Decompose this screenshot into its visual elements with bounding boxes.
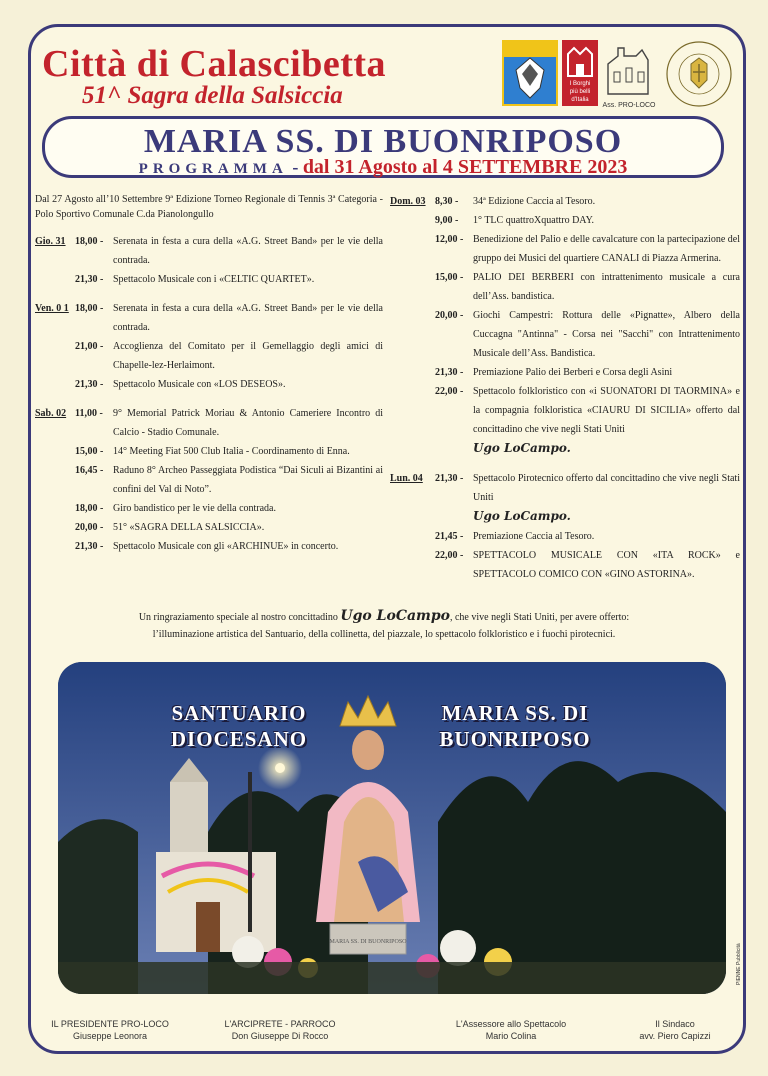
sagra-subtitle: 51^ Sagra della Salsiccia (82, 82, 343, 109)
statue-plaque: MARIA SS. DI BUONRIPOSO (329, 939, 407, 945)
day-label: Ven. 0 1 (35, 303, 69, 314)
program-event (435, 363, 740, 382)
program-event (435, 527, 740, 546)
thanks-note (60, 608, 708, 643)
sanctuary-photo (58, 662, 726, 994)
proloco-logo-icon (602, 40, 656, 110)
festival-dates: dal 31 Agosto al 4 SETTEMBRE 2023 (302, 156, 628, 178)
footer-role-4: Il Sindaco (655, 1019, 695, 1029)
event-description: Serenata in festa a cura della «A.G. Street Band» per le vie della contrada. (113, 236, 383, 266)
footer-role-3: L'Assessore allo Spettacolo (455, 1019, 567, 1029)
event-description: Premiazione Caccia al Tesoro. (473, 531, 595, 542)
event-description: PALIO DEI BERBERI con intrattenimento musicale a cura dell’Ass. bandistica. (473, 272, 740, 302)
event-time: 22,00 - (435, 386, 464, 397)
footer-sign-2 (210, 1018, 350, 1042)
logos-strip (502, 38, 738, 110)
event-description: Spettacolo folkloristico con «i SUONATORI DI TAORMINA» e la compagnia folkloristica «CIAURU DI SICILIA» offerto dal concittadino che vive negli Stati Uniti (473, 386, 740, 435)
program-event (75, 232, 383, 270)
event-description-wrap (113, 442, 383, 461)
program-day (35, 299, 383, 394)
event-description-wrap (113, 518, 383, 537)
event-description: Spettacolo Musicale con i «CELTIC QUARTET». (113, 274, 315, 285)
borghi-line2: più belli (569, 89, 591, 95)
footer-sign-1 (40, 1018, 180, 1042)
program-event (75, 442, 383, 461)
borghi-logo-icon (562, 40, 598, 106)
program-event (435, 211, 740, 230)
event-description: 1° TLC quattroXquattro DAY. (473, 215, 595, 226)
program-event (75, 461, 383, 499)
event-description: 34ª Edizione Caccia al Tesoro. (473, 196, 596, 207)
program-event (75, 499, 383, 518)
thanks-after: , che vive negli Stati Uniti, per avere offerto: (449, 612, 630, 623)
event-description-wrap (473, 546, 740, 584)
event-description: Giro bandistico per le vie della contrada. (113, 503, 276, 514)
program-day (390, 469, 740, 584)
photo-maria-line2: BUONRIPOSO (439, 727, 591, 751)
event-description-wrap (113, 337, 383, 375)
event-time: 21,30 - (75, 541, 104, 552)
footer-name-4: avv. Piero Capizzi (639, 1031, 711, 1041)
program-event (75, 404, 383, 442)
borghi-line1: I Borghi (569, 81, 591, 87)
program-day (35, 404, 383, 556)
day-label: Sab. 02 (35, 408, 67, 419)
event-description: Serenata in festa a cura della «A.G. Street Band» per le vie della contrada. (113, 303, 383, 333)
footer-name-2: Don Giuseppe Di Rocco (231, 1031, 329, 1041)
event-description-wrap (113, 461, 383, 499)
event-time: 21,00 - (75, 341, 104, 352)
city-title: Città di Calascibetta (42, 43, 387, 85)
day-label: Lun. 04 (390, 473, 423, 484)
photo-maria-line1: MARIA SS. DI (441, 701, 589, 725)
event-time: 21,30 - (435, 473, 464, 484)
programma-label: PROGRAMMA (138, 161, 288, 177)
program-day (35, 232, 383, 289)
footer-sign-3 (436, 1018, 586, 1042)
event-description-wrap (113, 270, 383, 289)
event-description-wrap (473, 469, 740, 527)
event-description: Spettacolo Musicale con «LOS DESEOS». (113, 379, 286, 390)
program-dates (45, 156, 721, 179)
event-time: 21,45 - (435, 531, 464, 542)
event-time: 20,00 - (435, 310, 464, 321)
event-time: 11,00 - (75, 408, 103, 419)
event-time: 15,00 - (435, 272, 464, 283)
day-label: Gio. 31 (35, 236, 66, 247)
program-event (435, 469, 740, 527)
event-description: Spettacolo Musicale con gli «ARCHINUE» in concerto. (113, 541, 339, 552)
footer-name-3: Mario Colina (485, 1031, 537, 1041)
event-description-wrap (473, 268, 740, 306)
event-description: 51° «SAGRA DELLA SALSICCIA». (113, 522, 265, 533)
event-description-wrap (113, 375, 383, 394)
event-time: 16,45 - (75, 465, 104, 476)
proloco-label: Ass. PRO-LOCO (602, 102, 656, 109)
event-time: 20,00 - (75, 522, 104, 533)
photo-santuario-line2: DIOCESANO (170, 727, 308, 751)
event-description: Benedizione del Palio e delle cavalcature con la partecipazione del gruppo dei Musici del quartiere CANALI di Piazza Armerina. (473, 234, 740, 264)
event-description-wrap (473, 211, 740, 230)
event-description: Raduno 8° Archeo Passeggiata Podistica “Dai Siculi ai Bizantini ai confini del Val di Noto”. (113, 465, 383, 495)
city-crest-icon (502, 40, 558, 106)
program-event (75, 270, 383, 289)
thanks-line2: l’illuminazione artistica del Santuario, della collinetta, del piazzale, lo spettacolo folkloristico e i fuochi pirotecnici. (152, 629, 616, 640)
event-time: 18,00 - (75, 303, 104, 314)
program-event (75, 518, 383, 537)
program-event (435, 192, 740, 211)
footer-sign-4 (620, 1018, 730, 1042)
event-time: 18,00 - (75, 236, 104, 247)
program-right-column (390, 192, 740, 594)
event-time: 21,30 - (75, 274, 104, 285)
main-title: MARIA SS. DI BUONRIPOSO (143, 123, 623, 160)
event-description-wrap (113, 232, 383, 270)
event-description-wrap (473, 527, 740, 546)
program-event (75, 299, 383, 337)
event-time: 8,30 - (435, 196, 459, 207)
photo-label-maria (420, 700, 610, 752)
tennis-intro: Dal 27 Agosto all’10 Settembre 9ª Edizione Torneo Regionale di Tennis 3ª Categoria - Polo Sportivo Comunale C.da Pianolongullo (35, 194, 383, 220)
program-event (435, 382, 740, 459)
event-time: 9,00 - (435, 215, 459, 226)
event-description-wrap (473, 306, 740, 363)
event-description: SPETTACOLO MUSICALE CON «ITA ROCK» e SPETTACOLO COMICO CON «GINO ASTORINA». (473, 550, 740, 580)
event-time: 18,00 - (75, 503, 104, 514)
footer-role-1: IL PRESIDENTE PRO-LOCO (51, 1019, 169, 1029)
program-event (75, 537, 383, 556)
photo-label-santuario (154, 700, 324, 752)
event-description-wrap (473, 192, 740, 211)
footer-role-2: L'ARCIPRETE - PARROCO (224, 1019, 336, 1029)
event-time: 12,00 - (435, 234, 464, 245)
day-label: Dom. 03 (390, 196, 426, 207)
program-day (390, 192, 740, 459)
event-signature: Ugo LoCampo. (473, 441, 571, 455)
event-description: Giochi Campestri: Rottura delle «Pignatte», Albero della Cuccagna "Antinna" - Corsa nei "Sacchi" con Intrattenimento Musicale dell’Ass. Bandistica. (473, 310, 740, 359)
program-event (435, 306, 740, 363)
event-description-wrap (113, 499, 383, 518)
parrocchia-seal-icon (662, 40, 736, 108)
title-banner (42, 116, 724, 178)
event-description: Spettacolo Pirotecnico offerto dal concittadino che vive negli Stati Uniti (473, 473, 740, 503)
event-description-wrap (473, 230, 740, 268)
event-description: 9° Memorial Patrick Moriau & Antonio Cameriere Incontro di Calcio - Stadio Comunale. (113, 408, 383, 438)
photo-santuario-line1: SANTUARIO (171, 701, 307, 725)
event-time: 22,00 - (435, 550, 464, 561)
program-event (75, 375, 383, 394)
event-description: Accoglienza del Comitato per il Gemellaggio degli amici di Chapelle-lez-Herlaimont. (113, 341, 383, 371)
event-time: 21,30 - (75, 379, 104, 390)
event-description-wrap (113, 537, 383, 556)
borghi-line3: d'Italia (571, 97, 589, 103)
event-description-wrap (473, 363, 740, 382)
event-signature: Ugo LoCampo. (473, 509, 571, 523)
event-description-wrap (113, 404, 383, 442)
thanks-before: Un ringraziamento speciale al nostro concittadino (138, 612, 338, 623)
event-description: Premiazione Palio dei Berberi e Corsa degli Asini (473, 367, 673, 378)
event-time: 15,00 - (75, 446, 104, 457)
printer-credit: PIENNE Pubblicità (736, 943, 742, 985)
program-left-column (35, 192, 383, 566)
event-time: 21,30 - (435, 367, 464, 378)
program-event (435, 230, 740, 268)
event-description: 14° Meeting Fiat 500 Club Italia - Coordinamento di Enna. (113, 446, 350, 457)
programma-dash: - (292, 157, 299, 177)
thanks-signature: Ugo LoCampo (340, 608, 450, 624)
program-event (75, 337, 383, 375)
program-event (435, 268, 740, 306)
program-event (435, 546, 740, 584)
event-description-wrap (113, 299, 383, 337)
footer-name-1: Giuseppe Leonora (72, 1031, 148, 1041)
event-description-wrap (473, 382, 740, 459)
